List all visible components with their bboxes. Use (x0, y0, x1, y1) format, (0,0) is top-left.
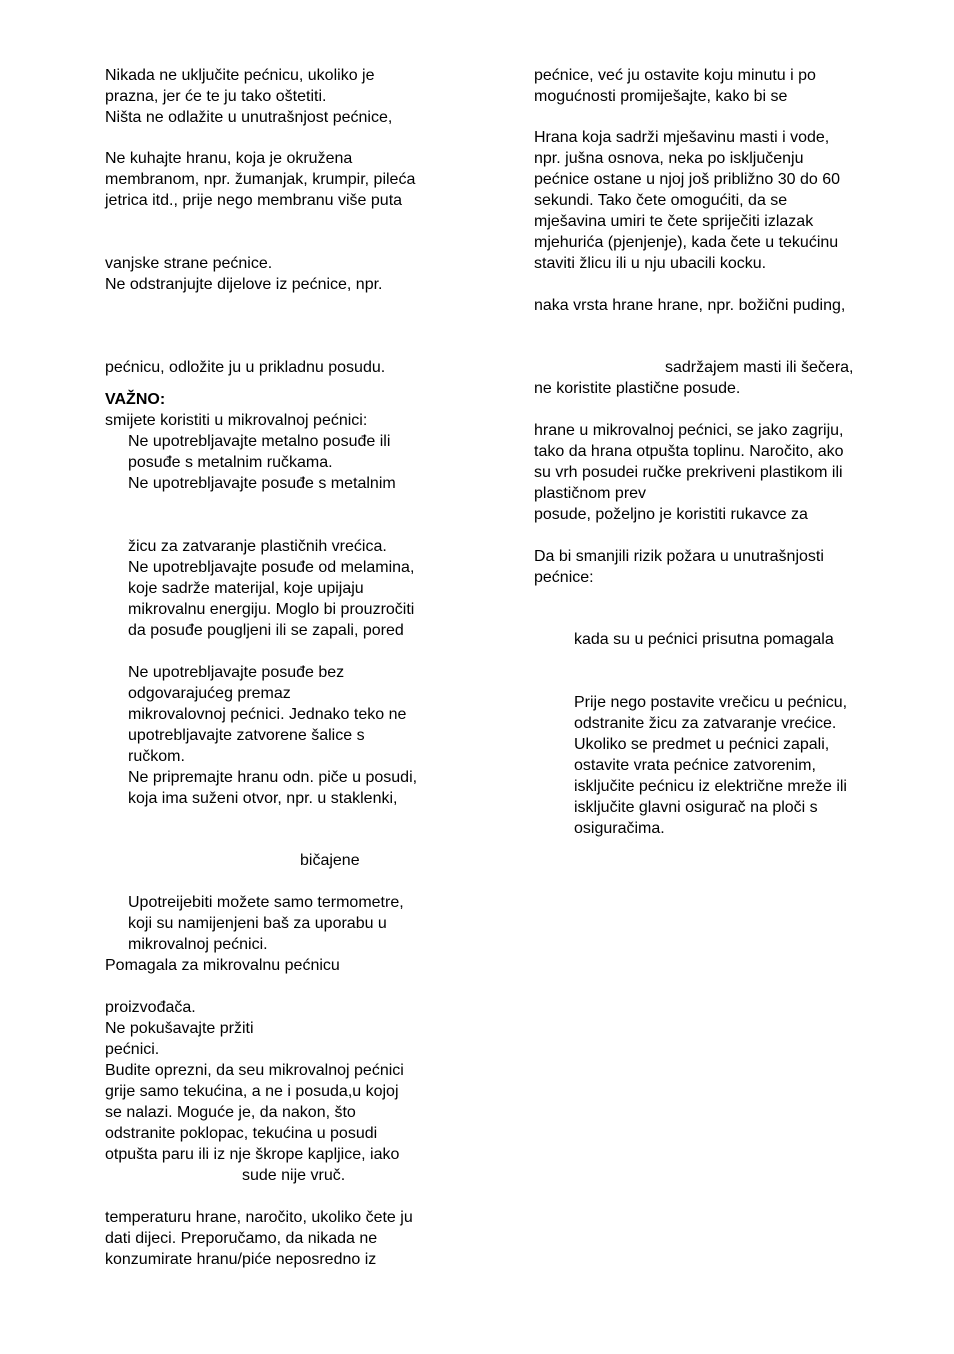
text-line: su vrh posudei ručke prekriveni plastikom ili (534, 464, 843, 481)
text-line: Ne pokušavajte pržiti (105, 1020, 254, 1037)
text-line: vanjske strane pećnice. (105, 255, 273, 272)
text-line: sude nije vruč. (242, 1167, 346, 1184)
text-line: posude, poželjno je koristiti rukavce za (534, 506, 808, 523)
text-line: odstranite poklopac, tekućina u posudi (105, 1125, 378, 1142)
text-line: žicu za zatvaranje plastičnih vrećica. (128, 538, 387, 555)
text-line: Ne odstranjujte dijelove iz pećnice, npr. (105, 276, 383, 293)
text-line: temperaturu hrane, naročito, ukoliko čete ju (105, 1209, 413, 1226)
text-line: Ne upotrebljavajte posuđe od melamina, (128, 559, 415, 576)
text-line: mikrovalnoj pećnici. (128, 936, 268, 953)
text-line: pećnice: (534, 569, 594, 586)
text-line: Hrana koja sadrži mješavinu masti i vode, (534, 129, 830, 146)
text-line: Ne upotrebljavajte posuđe s metalnim (128, 475, 396, 492)
text-line: posuđe s metalnim ručkama. (128, 454, 333, 471)
text-line: sadržajem masti ili šečera, (665, 359, 854, 376)
text-line: Ne pripremajte hranu odn. piče u posudi, (128, 769, 418, 786)
text-line: Ukoliko se predmet u pećnici zapali, (574, 736, 830, 753)
text-line: isključite glavni osigurač na ploči s (574, 799, 818, 816)
text-line: plastičnom prev (534, 485, 647, 502)
text-line: mogućnosti promiješajte, kako bi se (534, 88, 788, 105)
text-line: proizvođača. (105, 999, 196, 1016)
text-line: Ne kuhajte hranu, koja je okružena (105, 150, 353, 167)
text-line: hrane u mikrovalnoj pećnici, se jako zagriju, (534, 422, 844, 439)
text-line: otpušta paru ili iz nje škrope kapljice, iako (105, 1146, 400, 1163)
text-line: koji su namijenjeni baš za uporabu u (128, 915, 387, 932)
text-line: pećnice, već ju ostavite koju minutu i po (534, 67, 816, 84)
text-line: odgovarajućeg premaz (128, 685, 291, 702)
text-line: pećnici. (105, 1041, 160, 1058)
text-line: npr. jušna osnova, neka po isključenju (534, 150, 804, 167)
text-line: bičajene (300, 852, 360, 869)
text-line: se nalazi. Moguće je, da nakon, što (105, 1104, 356, 1121)
text-line: upotrebljavajte zatvorene šalice s (128, 727, 365, 744)
text-line: ne koristite plastične posude. (534, 380, 741, 397)
text-line: tako da hrana otpušta toplinu. Naročito, ako (534, 443, 844, 460)
important-heading: VAŽNO: (105, 391, 166, 408)
text-line: Pomagala za mikrovalnu pećnicu (105, 957, 340, 974)
text-line: membranom, npr. žumanjak, krumpir, pileća (105, 171, 416, 188)
text-line: koja ima suženi otvor, npr. u staklenki, (128, 790, 398, 807)
text-line: Ne upotrebljavajte metalno posuđe ili (128, 433, 391, 450)
text-line: Prije nego postavite vrečicu u pećnicu, (574, 694, 848, 711)
text-line: Nikada ne uključite pećnicu, ukoliko je (105, 67, 375, 84)
text-line: Budite oprezni, da seu mikrovalnoj pećnici (105, 1062, 404, 1079)
text-line: mikrovalovnoj pećnici. Jednako teko ne (128, 706, 407, 723)
text-line: ostavite vrata pećnice zatvorenim, (574, 757, 816, 774)
text-line: mikrovalnu energiju. Moglo bi prouzročiti (128, 601, 415, 618)
text-line: sekundi. Tako čete omogućiti, da se (534, 192, 788, 209)
text-line: pećnicu, odložite ju u prikladnu posudu. (105, 359, 386, 376)
text-line: staviti žlicu ili u nju ubacili kocku. (534, 255, 767, 272)
text-line: mješavina umiri te čete spriječiti izlazak (534, 213, 814, 230)
text-line: odstranite žicu za zatvaranje vrećice. (574, 715, 837, 732)
text-line: koje sadrže materijal, koje upijaju (128, 580, 364, 597)
text-line: prazna, jer će te ju tako oštetiti. (105, 88, 327, 105)
text-line: ručkom. (128, 748, 185, 765)
text-line: konzumirate hranu/piće neposredno iz (105, 1251, 377, 1268)
text-line: naka vrsta hrane hrane, npr. božični puding, (534, 297, 846, 314)
text-line: dati dijeci. Preporučamo, da nikada ne (105, 1230, 378, 1247)
text-line: Ništa ne odlažite u unutrašnjost pećnice, (105, 109, 393, 126)
text-line: Da bi smanjili rizik požara u unutrašnjosti (534, 548, 824, 565)
text-line: smijete koristiti u mikrovalnoj pećnici: (105, 412, 368, 429)
text-line: grije samo tekućina, a ne i posuda,u kojoj (105, 1083, 399, 1100)
text-line: isključite pećnicu iz električne mreže ili (574, 778, 847, 795)
text-line: Upotreijebiti možete samo termometre, (128, 894, 404, 911)
text-line: osiguračima. (574, 820, 665, 837)
text-line: pećnice ostane u njoj još približno 30 do 60 (534, 171, 840, 188)
text-line: Ne upotrebljavajte posuđe bez (128, 664, 345, 681)
text-line: kada su u pećnici prisutna pomagala (574, 631, 834, 648)
text-line: mjehurića (pjenjenje), kada čete u tekućinu (534, 234, 839, 251)
text-line: jetrica itd., prije nego membranu više puta (105, 192, 403, 209)
text-line: da posuđe pougljeni ili se zapali, pored (128, 622, 404, 639)
